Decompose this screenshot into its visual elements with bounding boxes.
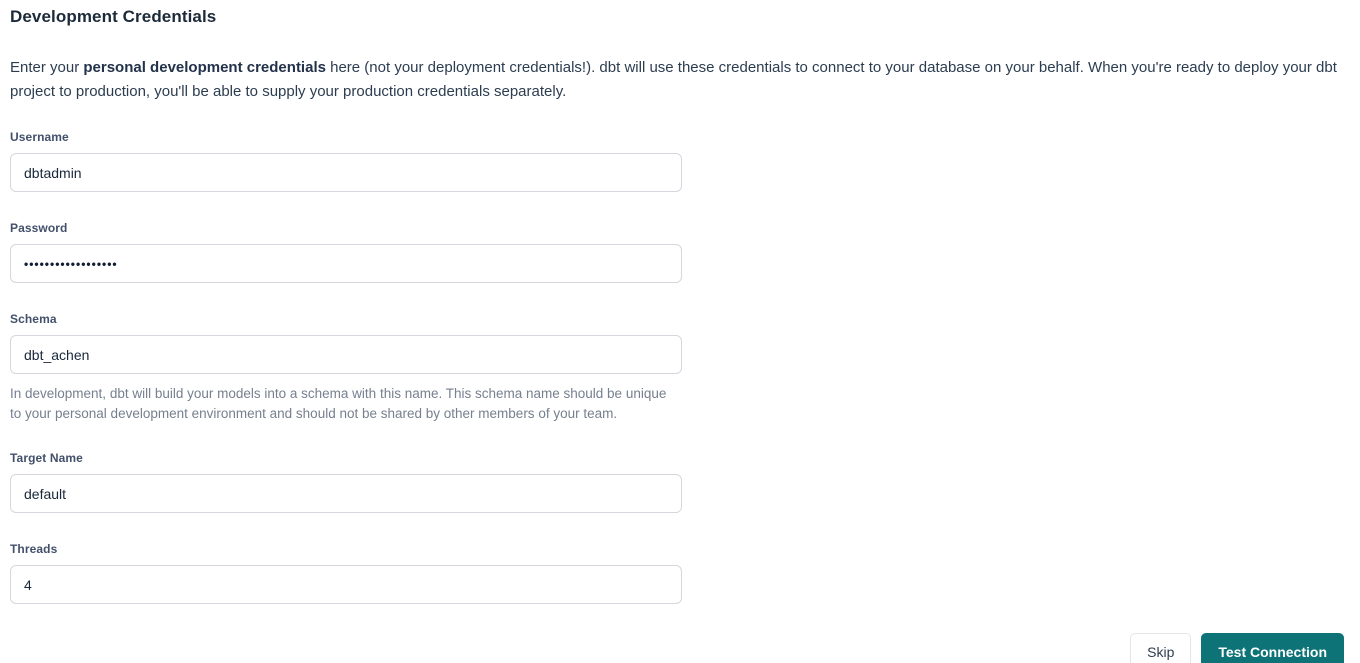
page-title: Development Credentials	[10, 7, 217, 26]
intro-text-pre: Enter your	[10, 59, 84, 76]
threads-field-group	[10, 542, 682, 604]
credentials-form	[10, 130, 1344, 604]
schema-helper-text: In development, dbt will build your models into a schema with this name. This schema name should be unique to your personal development environment and should not be shared by other members of your team.	[10, 386, 667, 421]
test-connection-button[interactable]: Test Connection	[1201, 633, 1344, 663]
password-label: Password	[10, 221, 68, 235]
username-label: Username	[10, 130, 69, 144]
password-input[interactable]	[10, 244, 682, 283]
password-field-group	[10, 221, 682, 283]
threads-label: Threads	[10, 542, 58, 556]
schema-input[interactable]	[10, 335, 682, 374]
username-field-group	[10, 130, 682, 192]
footer-actions	[10, 633, 1344, 663]
intro-text-post: here (not your deployment credentials!). dbt will use these credentials to connect to your database on your behalf. When you're ready to deploy your dbt project to production, you'll be able to supply your production credentials separately.	[10, 59, 1337, 100]
target-name-label: Target Name	[10, 451, 83, 465]
schema-label: Schema	[10, 312, 57, 326]
schema-field-group	[10, 312, 682, 424]
target-name-input[interactable]	[10, 474, 682, 513]
intro-text-bold: personal development credentials	[83, 59, 326, 76]
threads-input[interactable]	[10, 565, 682, 604]
username-input[interactable]	[10, 153, 682, 192]
intro-text	[10, 56, 1344, 104]
skip-button[interactable]: Skip	[1130, 633, 1191, 663]
target-name-field-group	[10, 451, 682, 513]
